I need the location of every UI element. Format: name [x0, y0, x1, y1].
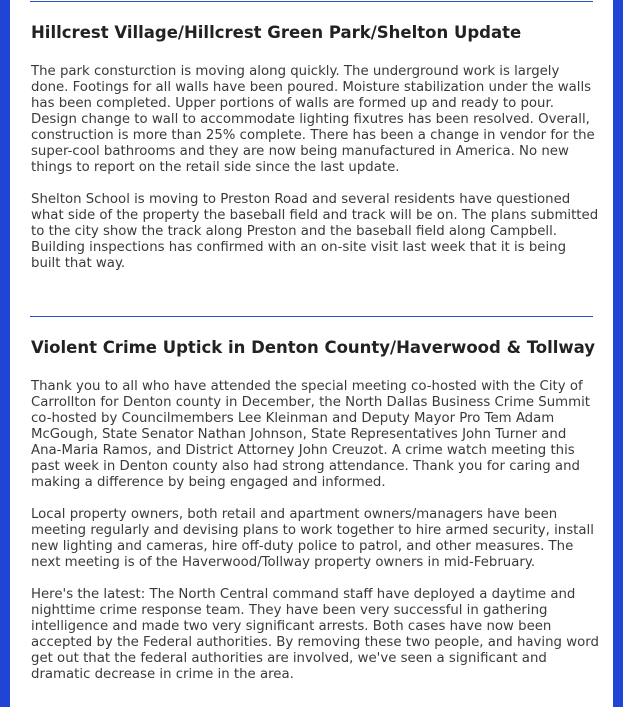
divider-top	[30, 1, 593, 2]
section-hillcrest-update	[31, 22, 599, 288]
section-title-hillcrest: Hillcrest Village/Hillcrest Green Park/Shelton Update	[31, 23, 522, 42]
section-title-violent-crime: Violent Crime Uptick in Denton County/Haverwood & Tollway	[31, 338, 596, 357]
paragraph-park-construction: The park consturction is moving along quickly. The underground work is largely done. Footings for all walls have been poured. Moisture stabilization under the walls has been completed. Upper portions of walls are formed up and ready to pour. Design change to wall to accommodate lighting fixutres has been resolved. Overall, construction is more than 25% complete. There has been a change in vendor for the super-cool bathrooms and they are now being manufactured in America. No new things to report on the retail side since the last update.	[31, 64, 595, 175]
paragraph-crime-meetings: Thank you to all who have attended the special meeting co-hosted with the City of Carrollton for Denton county in December, the North Dallas Business Crime Summit co-hosted by Councilmembers Lee Kleinman and Deputy Mayor Pro Tem Adam McGough, State Senator Nathan Johnson, State Representatives John Turner and Ana-Maria Ramos, and District Attorney John Creuzot. A crime watch meeting this past week in Denton county also had strong attendance. Thank you for caring and making a difference by being engaged and informed.	[31, 379, 590, 490]
paragraph-latest-update: Here's the latest: The North Central command staff have deployed a daytime and nighttime crime response team. They have been very successful in gathering intelligence and made two very significant arrests. Both cases have now been accepted by the Federal authorities. By removing these two people, and having word get out that the federal authorities are involved, we've seen a significant and dramatic decrease in crime in the area.	[31, 587, 599, 682]
paragraph-shelton-school: Shelton School is moving to Preston Road and several residents have questioned what side of the property the baseball field and track will be on. The plans submitted to the city show the track along Preston and the baseball field along Campbell. Building inspections has confirmed with an on-site visit last week that it is being built that way.	[31, 192, 599, 271]
section-violent-crime	[31, 337, 599, 699]
divider-middle	[30, 316, 593, 317]
paragraph-property-owners: Local property owners, both retail and apartment owners/managers have been meeting regularly and devising plans to work together to hire armed security, install new lighting and cameras, hire off-duty police to patrol, and other measures. The next meeting is of the Haverwood/Tollway property owners in mid-February.	[31, 507, 594, 570]
